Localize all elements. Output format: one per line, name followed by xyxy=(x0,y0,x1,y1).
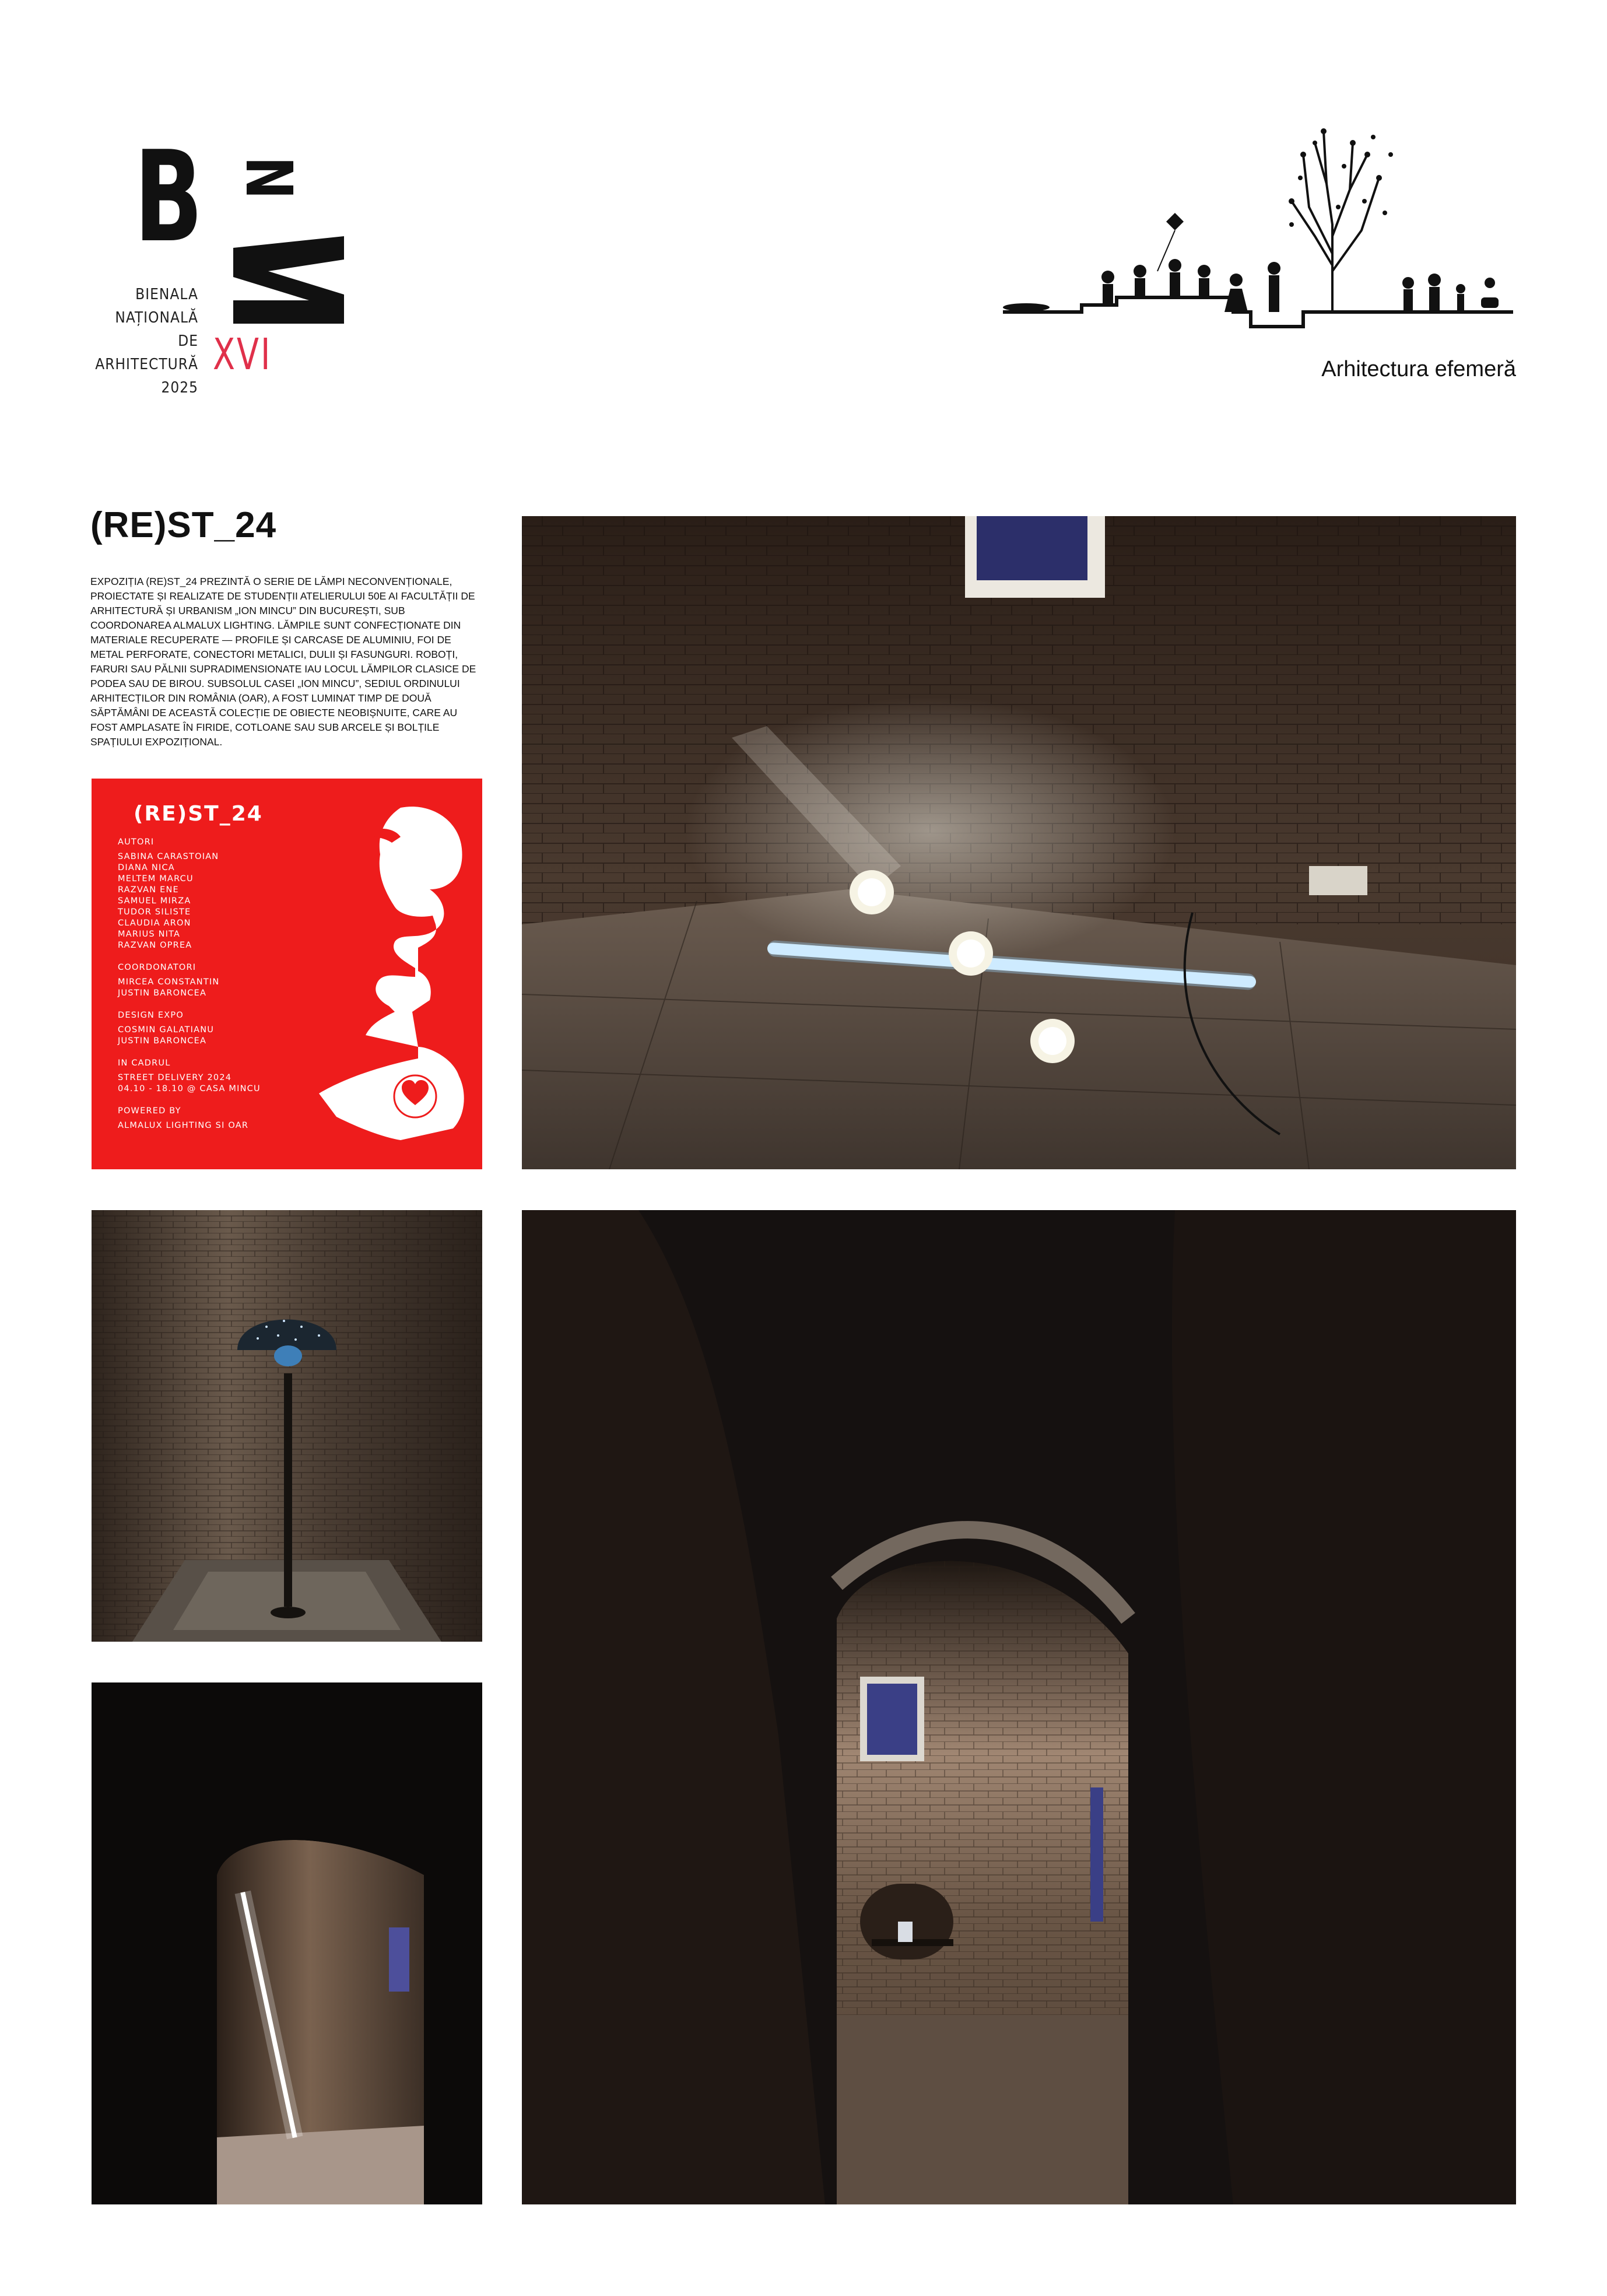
poster-credit-line: STREET DELIVERY 2024 xyxy=(118,1073,232,1082)
poster-group-heading: IN CADRUL xyxy=(118,1058,171,1068)
poster-credit-line: 04.10 - 18.10 @ CASA MINCU xyxy=(118,1084,261,1093)
poster-credit-line: ALMALUX LIGHTING SI OAR xyxy=(118,1121,249,1130)
poster-credit-line: MIRCEA CONSTANTIN xyxy=(118,977,220,987)
poster-credit-line: JUSTIN BARONCEA xyxy=(118,988,207,998)
poster-group-sponsors xyxy=(118,1106,310,1131)
project-title: (RE)ST_24 xyxy=(90,505,277,545)
photo-icon xyxy=(92,1682,482,2204)
photo-tube-lamp-on-floor xyxy=(522,516,1516,1169)
logo-letter-n: N xyxy=(231,156,307,199)
bna-logo xyxy=(87,124,356,408)
photo-vaulted-cellar xyxy=(522,1210,1516,2204)
logo-subtitle-line: ARHITECTURĂ xyxy=(95,356,198,373)
poster-figure-graphic xyxy=(313,802,471,1146)
exhibition-poster xyxy=(92,779,482,1169)
logo-subtitle-line: BIENALA xyxy=(135,286,198,303)
logo-subtitle-line: 2025 xyxy=(161,379,198,397)
logo-subtitle-line: DE xyxy=(178,332,198,350)
logo-letter-b: B xyxy=(134,124,203,270)
poster-credit-line: MARIUS NITA xyxy=(118,930,181,939)
poster-credit-line: RAZVAN OPREA xyxy=(118,941,192,950)
photo-icon xyxy=(92,1210,482,1642)
logo-edition: XVI xyxy=(213,329,272,380)
photo-icon xyxy=(522,1210,1516,2204)
poster-group-authors xyxy=(118,837,310,951)
logo-subtitle xyxy=(87,283,198,399)
poster-credits xyxy=(118,837,310,1142)
project-description: EXPOZIȚIA (RE)ST_24 PREZINTĂ O SERIE DE LĂMPI NECONVENȚIONALE, PROIECTATE ȘI REALIZATE DE STUDENȚII ATELIERULUI 50E AI FACULTĂȚII DE ARHITECTURĂ ȘI URBANISM „ION MINCU” DIN BUCUREȘTI, SUB COORDONAREA ALMALUX LIGHTING. LĂMPILE SUNT CONFECȚIONATE DIN MATERIALE RECUPERATE — PROFILE ȘI CARCASE DE ALUMINIU, FOI DE METAL PERFORATE, CONECTORI METALICI, DULII ȘI FASUNGURI. ROBOȚI, FARURI SAU PĂLNII SUPRADIMENSIONATE IAU LOCUL LĂMPILOR CLASICE DE PODEA SAU DE BIROU. SUBSOLUL CASEI „ION MINCU”, SEDIUL ORDINULUI ARHITECȚILOR DIN ROMÂNIA (OAR), A FOST LUMINAT TIMP DE DOUĂ SĂPTĂMÂNI DE ACEASTĂ COLECȚIE DE OBIECTE NEOBIȘNUITE, CARE AU FOST AMPLASATE ÎN FIRIDE, COTLOANE SAU SUB ARCELE ȘI BOLȚILE SPAȚIULUI EXPOZIȚIONAL. xyxy=(90,576,476,748)
poster-title: (RE)ST_24 xyxy=(134,802,263,826)
poster-group-heading: POWERED BY xyxy=(118,1106,181,1116)
photo-dome-floor-lamp xyxy=(92,1210,482,1642)
logo-subtitle-line: NAȚIONALĂ xyxy=(115,309,198,327)
section-title: Arhitectura efemeră xyxy=(1321,357,1516,381)
poster-credit-line: RAZVAN ENE xyxy=(118,885,179,895)
photo-leaning-light-tube xyxy=(92,1682,482,2204)
poster-credit-line: MELTEM MARCU xyxy=(118,874,194,884)
poster-credit-line: JUSTIN BARONCEA xyxy=(118,1036,207,1046)
poster-group-heading: AUTORI xyxy=(118,837,155,847)
poster-group-design xyxy=(118,1010,310,1047)
logo-letter-a-shape xyxy=(233,236,344,324)
poster-credit-line: CLAUDIA ARON xyxy=(118,919,191,928)
poster-credit-line: SABINA CARASTOIAN xyxy=(118,852,219,861)
photo-icon xyxy=(522,516,1516,1169)
poster-credit-line: DIANA NICA xyxy=(118,863,175,872)
poster-group-coordinators xyxy=(118,962,310,999)
poster-credit-line: COSMIN GALATIANU xyxy=(118,1025,215,1035)
poster-group-heading: DESIGN EXPO xyxy=(118,1011,184,1020)
silhouette-illustration xyxy=(1000,120,1513,364)
poster-credit-line: TUDOR SILISTE xyxy=(118,907,191,917)
poster-group-heading: COORDONATORI xyxy=(118,963,197,972)
poster-group-context xyxy=(118,1058,310,1095)
tree-and-people-illustration xyxy=(1000,120,1513,364)
poster-credit-line: SAMUEL MIRZA xyxy=(118,896,191,906)
